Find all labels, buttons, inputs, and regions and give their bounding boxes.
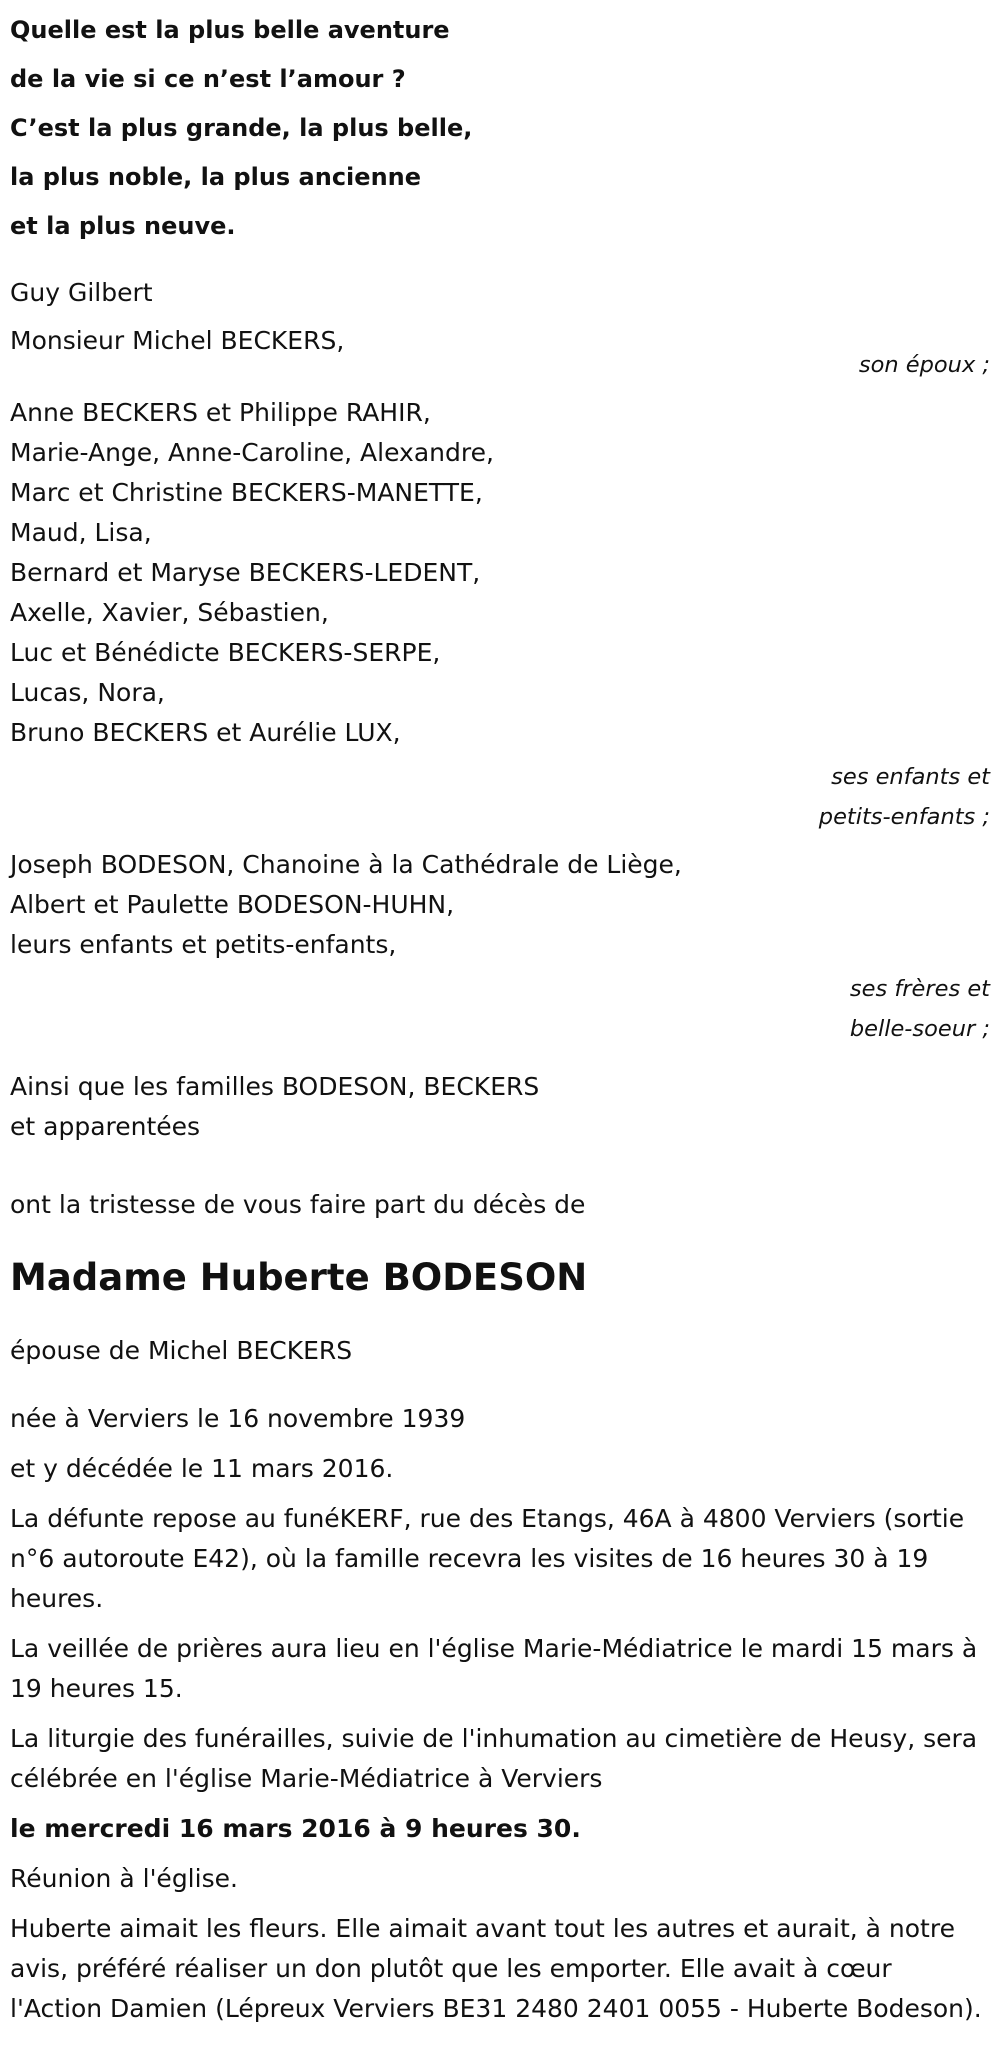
poem — [10, 0, 990, 251]
spouse-block — [10, 321, 990, 385]
siblings-block — [10, 845, 990, 1049]
list-item: Marie-Ange, Anne-Caroline, Alexandre, — [10, 438, 494, 467]
list-item: Joseph BODESON, Chanoine à la Cathédrale de Liège, — [10, 850, 682, 879]
list-item: Bruno BECKERS et Aurélie LUX, — [10, 718, 401, 747]
list-item: Maud, Lisa, — [10, 518, 152, 547]
birth-info: née à Verviers le 16 novembre 1939 — [10, 1404, 466, 1433]
donation-info: Huberte aimait les fleurs. Elle aimait avant tout les autres et aurait, à notre avis, préféré réaliser un don plutôt que les emporter. Elle avait à cœur l'Action Damien (Lépreux Verviers BE31 2480 2401 0055 - Huberte Bodeson). — [10, 1914, 982, 2023]
siblings-label — [10, 969, 990, 1049]
deceased-name: Madame Huberte BODESON — [10, 1256, 588, 1299]
liturgy-info: La liturgie des funérailles, suivie de l'inhumation au cimetière de Heusy, sera célébrée en l'église Marie-Médiatrice à Verviers — [10, 1724, 978, 1793]
list-item: Marc et Christine BECKERS-MANETTE, — [10, 478, 483, 507]
poem-line: C’est la plus grande, la plus belle, — [10, 114, 473, 142]
vigil-info: La veillée de prières aura lieu en l'église Marie-Médiatrice le mardi 15 mars à 19 heures 15. — [10, 1634, 978, 1703]
poem-line: Quelle est la plus belle aventure — [10, 16, 450, 44]
children-block — [10, 393, 990, 837]
children-list — [10, 393, 990, 753]
spouse-of: épouse de Michel BECKERS — [10, 1336, 353, 1365]
list-item: Lucas, Nora, — [10, 678, 165, 707]
spouse-name: Monsieur Michel BECKERS, — [10, 326, 345, 355]
spouse-label: son époux ; — [858, 352, 990, 378]
list-item: Albert et Paulette BODESON-HUHN, — [10, 890, 455, 919]
death-info: et y décédée le 11 mars 2016. — [10, 1454, 394, 1483]
funeral-date: le mercredi 16 mars 2016 à 9 heures 30. — [10, 1814, 581, 1843]
list-item: Axelle, Xavier, Sébastien, — [10, 598, 329, 627]
list-item: Ainsi que les familles BODESON, BECKERS — [10, 1072, 540, 1101]
poem-line: et la plus neuve. — [10, 212, 236, 240]
label-line: petits-enfants ; — [818, 804, 990, 830]
siblings-list — [10, 845, 990, 965]
meeting-info: Réunion à l'église. — [10, 1864, 238, 1893]
list-item: Bernard et Maryse BECKERS-LEDENT, — [10, 558, 481, 587]
poem-author: Guy Gilbert — [10, 278, 153, 307]
poem-line: de la vie si ce n’est l’amour ? — [10, 65, 406, 93]
list-item: et apparentées — [10, 1112, 201, 1141]
families — [10, 1067, 990, 1147]
list-item: Anne BECKERS et Philippe RAHIR, — [10, 398, 431, 427]
label-line: ses frères et — [849, 976, 990, 1002]
poem-line: la plus noble, la plus ancienne — [10, 163, 422, 191]
label-line: ses enfants et — [831, 764, 990, 790]
announcement: ont la tristesse de vous faire part du décès de — [10, 1190, 586, 1219]
list-item: leurs enfants et petits-enfants, — [10, 930, 397, 959]
children-label — [10, 757, 990, 837]
list-item: Luc et Bénédicte BECKERS-SERPE, — [10, 638, 441, 667]
repose-info: La défunte repose au funéKERF, rue des Etangs, 46A à 4800 Verviers (sortie n°6 autoroute E42), où la famille recevra les visites de 16 heures 30 à 19 heures. — [10, 1504, 965, 1613]
label-line: belle-soeur ; — [849, 1016, 990, 1042]
